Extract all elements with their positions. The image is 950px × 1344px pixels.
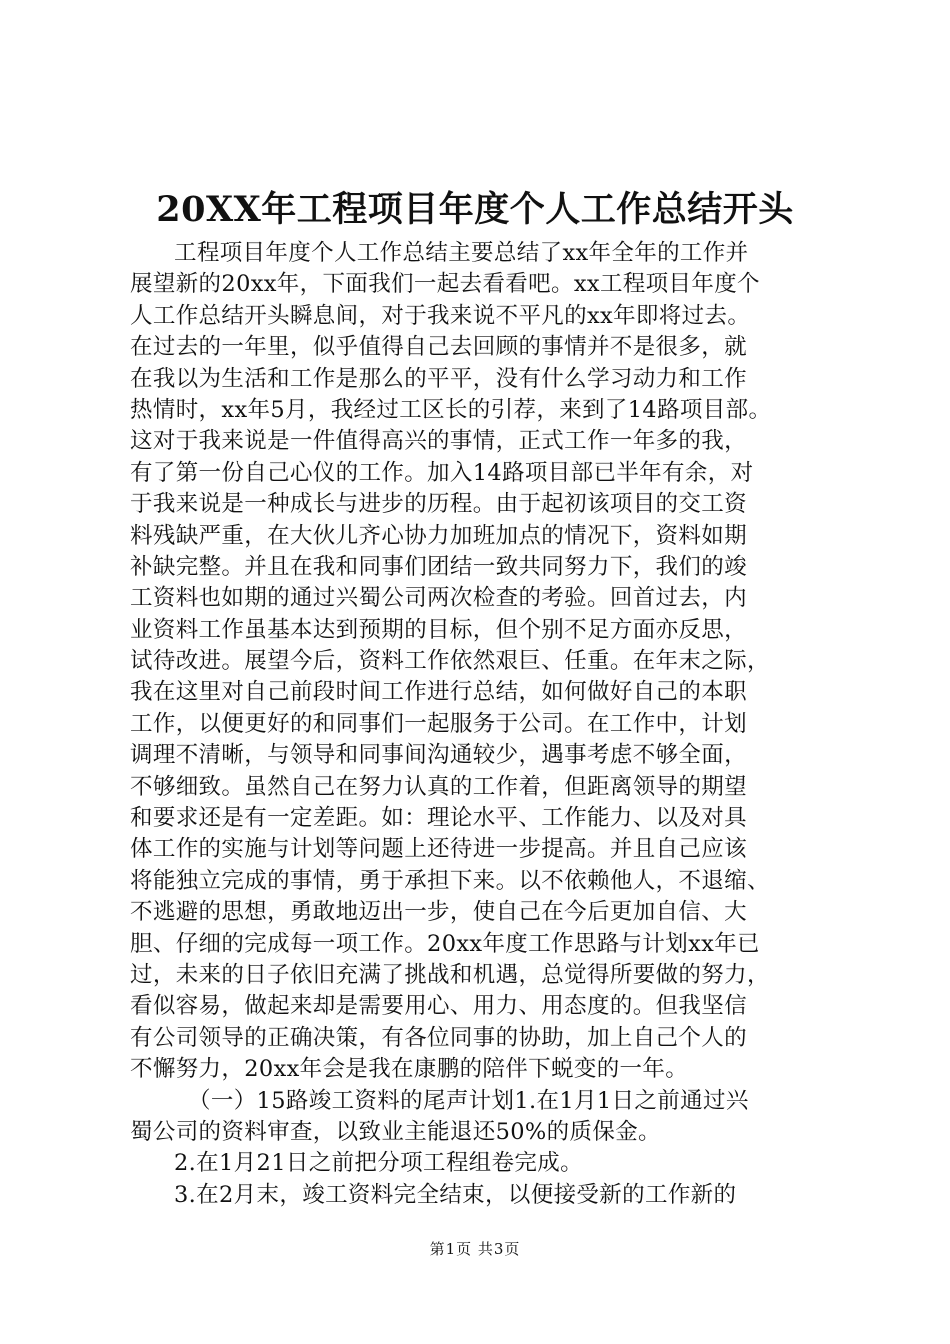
document-title: 20XX年工程项目年度个人工作总结开头 — [156, 189, 794, 230]
paragraph-line: 这对于我来说是一件值得高兴的事情，正式工作一年多的我， — [130, 428, 747, 455]
paragraph-line: 工程项目年度个人工作总结主要总结了xx年全年的工作并 — [174, 240, 749, 266]
paragraph-line: 工作，以便更好的和同事们一起服务于公司。在工作中，计划 — [130, 710, 747, 737]
paragraph-line: 有了第一份自己心仪的工作。加入14路项目部已半年有余，对 — [130, 459, 754, 486]
paragraph-line: 在过去的一年里，似乎值得自己去回顾的事情并不是很多，就 — [130, 334, 747, 361]
paragraph-line: 热情时，xx年5月，我经过工区长的引荐，来到了14路项目部。 — [130, 396, 772, 423]
paragraph-line: 过，未来的日子依旧充满了挑战和机遇，总觉得所要做的努力， — [130, 961, 770, 988]
paragraph-line: 业资料工作虽基本达到预期的目标，但个别不足方面亦反思， — [130, 616, 747, 643]
paragraph-line: 不够细致。虽然自己在努力认真的工作着，但距离领导的期望 — [130, 773, 747, 800]
paragraph-line: 补缺完整。并且在我和同事们团结一致共同努力下，我们的竣 — [130, 553, 747, 580]
paragraph-line: 体工作的实施与计划等问题上还待进一步提高。并且自己应该 — [130, 836, 747, 863]
paragraph-line: 不逃避的思想，勇敢地迈出一步，使自己在今后更加自信、大 — [130, 899, 747, 926]
page-number-footer: 第1页 共3页 — [429, 1240, 521, 1258]
paragraph-line: 调理不清晰，与领导和同事间沟通较少，遇事考虑不够全面， — [130, 742, 747, 769]
paragraph-line: 试待改进。展望今后，资料工作依然艰巨、任重。在年末之际， — [130, 648, 770, 675]
paragraph-line: 在我以为生活和工作是那么的平平，没有什么学习动力和工作 — [130, 365, 747, 392]
paragraph-line: 有公司领导的正确决策，有各位同事的协助，加上自己个人的 — [130, 1024, 747, 1051]
paragraph-line: 人工作总结开头瞬息间，对于我来说不平凡的xx年即将过去。 — [130, 302, 751, 329]
paragraph-line: 3.在2月末，竣工资料完全结束，以便接受新的工作新的 — [174, 1181, 737, 1208]
paragraph-line: 工资料也如期的通过兴蜀公司两次检查的考验。回首过去，内 — [130, 585, 747, 612]
paragraph-line: （一）15路竣工资料的尾声计划1.在1月1日之前通过兴 — [188, 1087, 749, 1114]
paragraph-line: 不懈努力，20xx年会是我在康鹏的陪伴下蜕变的一年。 — [130, 1056, 689, 1083]
paragraph-line: 展望新的20xx年，下面我们一起去看看吧。xx工程项目年度个 — [130, 271, 760, 298]
paragraph-line: 蜀公司的资料审查，以致业主能退还50%的质保金。 — [130, 1118, 661, 1145]
paragraph-line: 我在这里对自己前段时间工作进行总结，如何做好自己的本职 — [130, 679, 747, 706]
paragraph-line: 料残缺严重，在大伙儿齐心协力加班加点的情况下，资料如期 — [130, 522, 747, 549]
paragraph-line: 胆、仔细的完成每一项工作。20xx年度工作思路与计划xx年已 — [130, 930, 760, 957]
paragraph-line: 看似容易，做起来却是需要用心、用力、用态度的。但我坚信 — [130, 993, 747, 1020]
paragraph-line: 于我来说是一种成长与进步的历程。由于起初该项目的交工资 — [130, 491, 747, 518]
paragraph-line: 和要求还是有一定差距。如：理论水平、工作能力、以及对具 — [130, 805, 747, 832]
paragraph-line: 2.在1月21日之前把分项工程组卷完成。 — [174, 1150, 583, 1177]
document-body — [130, 238, 830, 1211]
paragraph-line: 将能独立完成的事情，勇于承担下来。以不依赖他人，不退缩、 — [130, 867, 770, 894]
